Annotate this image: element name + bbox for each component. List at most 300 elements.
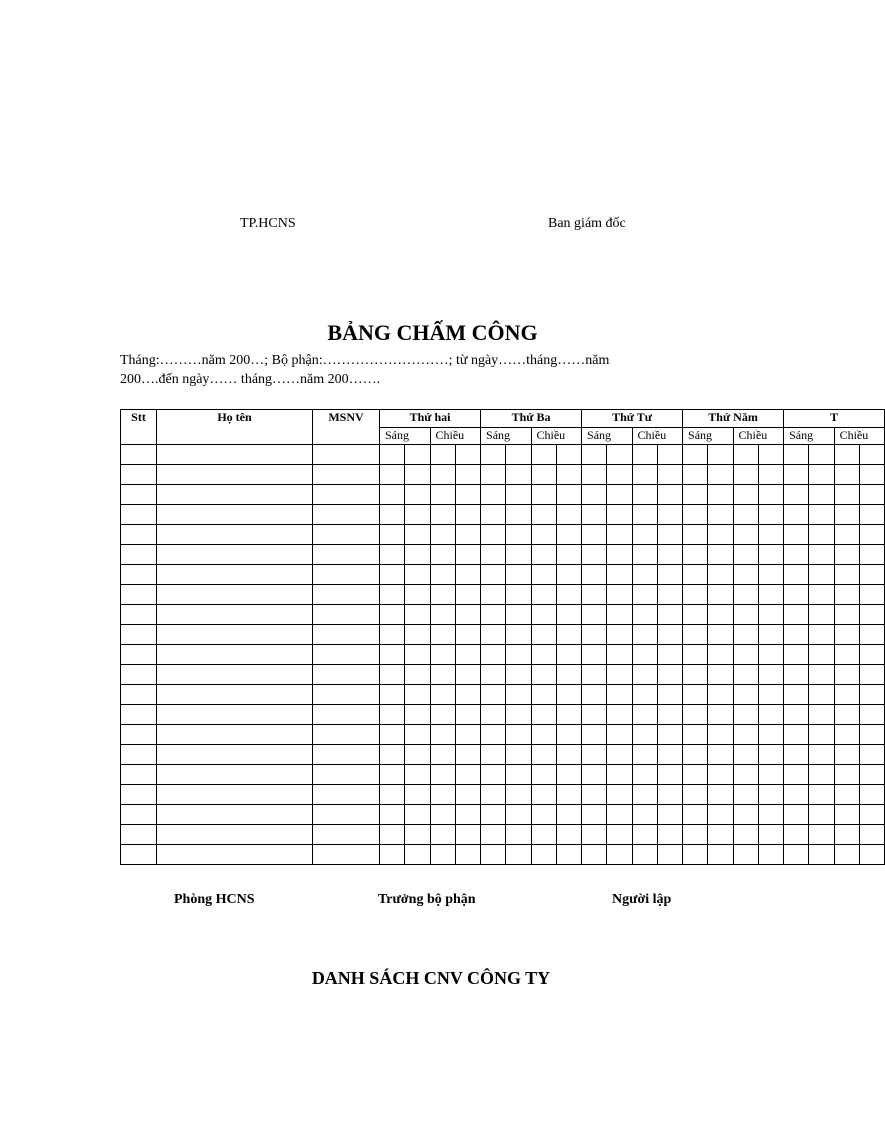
table-cell[interactable] (556, 785, 581, 805)
table-cell[interactable] (506, 645, 531, 665)
table-cell[interactable] (506, 545, 531, 565)
table-cell[interactable] (405, 785, 430, 805)
table-cell[interactable] (809, 785, 834, 805)
table-cell[interactable] (556, 505, 581, 525)
table-cell[interactable] (380, 705, 405, 725)
table-cell[interactable] (708, 805, 733, 825)
table-cell[interactable] (733, 685, 758, 705)
table-cell[interactable] (632, 665, 657, 685)
table-cell[interactable] (506, 525, 531, 545)
table-cell[interactable] (859, 785, 884, 805)
table-cell[interactable] (834, 565, 859, 585)
table-cell[interactable] (380, 525, 405, 545)
table-cell[interactable] (157, 645, 313, 665)
table-cell[interactable] (809, 745, 834, 765)
table-cell[interactable] (506, 705, 531, 725)
table-cell[interactable] (531, 805, 556, 825)
table-cell[interactable] (405, 845, 430, 865)
table-cell[interactable] (121, 585, 157, 605)
table-cell[interactable] (809, 765, 834, 785)
table-cell[interactable] (157, 725, 313, 745)
table-cell[interactable] (809, 665, 834, 685)
table-cell[interactable] (733, 645, 758, 665)
table-cell[interactable] (582, 605, 607, 625)
table-cell[interactable] (531, 845, 556, 865)
table-cell[interactable] (632, 545, 657, 565)
table-cell[interactable] (531, 565, 556, 585)
table-cell[interactable] (380, 765, 405, 785)
table-cell[interactable] (758, 725, 783, 745)
table-cell[interactable] (834, 545, 859, 565)
table-cell[interactable] (758, 625, 783, 645)
table-cell[interactable] (313, 465, 380, 485)
table-cell[interactable] (506, 685, 531, 705)
table-cell[interactable] (121, 745, 157, 765)
table-cell[interactable] (632, 605, 657, 625)
table-cell[interactable] (632, 805, 657, 825)
table-cell[interactable] (607, 665, 632, 685)
table-cell[interactable] (607, 785, 632, 805)
table-cell[interactable] (582, 565, 607, 585)
table-cell[interactable] (556, 665, 581, 685)
table-cell[interactable] (455, 805, 480, 825)
table-cell[interactable] (455, 605, 480, 625)
table-cell[interactable] (430, 545, 455, 565)
table-cell[interactable] (531, 825, 556, 845)
table-cell[interactable] (758, 825, 783, 845)
table-cell[interactable] (430, 525, 455, 545)
table-cell[interactable] (380, 585, 405, 605)
table-cell[interactable] (313, 685, 380, 705)
table-cell[interactable] (708, 585, 733, 605)
table-cell[interactable] (758, 585, 783, 605)
table-cell[interactable] (380, 805, 405, 825)
table-cell[interactable] (607, 545, 632, 565)
table-cell[interactable] (607, 845, 632, 865)
table-cell[interactable] (859, 505, 884, 525)
table-cell[interactable] (708, 725, 733, 745)
table-cell[interactable] (708, 445, 733, 465)
table-cell[interactable] (809, 485, 834, 505)
table-cell[interactable] (313, 645, 380, 665)
table-cell[interactable] (313, 745, 380, 765)
table-cell[interactable] (582, 485, 607, 505)
table-cell[interactable] (657, 825, 682, 845)
table-cell[interactable] (157, 805, 313, 825)
table-cell[interactable] (531, 525, 556, 545)
table-cell[interactable] (430, 845, 455, 865)
table-cell[interactable] (405, 665, 430, 685)
table-cell[interactable] (481, 505, 506, 525)
table-cell[interactable] (481, 685, 506, 705)
table-cell[interactable] (157, 565, 313, 585)
table-cell[interactable] (481, 565, 506, 585)
table-cell[interactable] (784, 785, 809, 805)
table-cell[interactable] (455, 465, 480, 485)
table-cell[interactable] (556, 545, 581, 565)
table-cell[interactable] (430, 765, 455, 785)
table-cell[interactable] (556, 585, 581, 605)
table-cell[interactable] (784, 525, 809, 545)
table-cell[interactable] (733, 505, 758, 525)
table-cell[interactable] (834, 605, 859, 625)
table-cell[interactable] (607, 565, 632, 585)
table-cell[interactable] (313, 785, 380, 805)
table-cell[interactable] (556, 805, 581, 825)
table-cell[interactable] (582, 745, 607, 765)
table-cell[interactable] (582, 585, 607, 605)
table-cell[interactable] (632, 825, 657, 845)
table-cell[interactable] (784, 485, 809, 505)
table-cell[interactable] (582, 705, 607, 725)
table-cell[interactable] (607, 445, 632, 465)
table-cell[interactable] (506, 825, 531, 845)
table-cell[interactable] (313, 585, 380, 605)
table-cell[interactable] (531, 545, 556, 565)
table-cell[interactable] (834, 465, 859, 485)
table-cell[interactable] (157, 705, 313, 725)
table-cell[interactable] (506, 805, 531, 825)
table-cell[interactable] (632, 845, 657, 865)
table-cell[interactable] (455, 745, 480, 765)
table-cell[interactable] (809, 445, 834, 465)
table-cell[interactable] (531, 725, 556, 745)
table-cell[interactable] (834, 705, 859, 725)
table-cell[interactable] (708, 645, 733, 665)
table-cell[interactable] (506, 785, 531, 805)
table-cell[interactable] (784, 825, 809, 845)
table-cell[interactable] (683, 525, 708, 545)
table-cell[interactable] (733, 445, 758, 465)
table-cell[interactable] (708, 605, 733, 625)
table-cell[interactable] (157, 505, 313, 525)
table-cell[interactable] (121, 725, 157, 745)
table-cell[interactable] (455, 565, 480, 585)
table-cell[interactable] (556, 565, 581, 585)
table-cell[interactable] (430, 465, 455, 485)
table-cell[interactable] (121, 445, 157, 465)
table-cell[interactable] (506, 465, 531, 485)
table-cell[interactable] (758, 845, 783, 865)
table-cell[interactable] (405, 605, 430, 625)
table-cell[interactable] (834, 505, 859, 525)
table-cell[interactable] (784, 545, 809, 565)
table-cell[interactable] (809, 725, 834, 745)
table-cell[interactable] (531, 705, 556, 725)
table-cell[interactable] (455, 665, 480, 685)
table-cell[interactable] (405, 805, 430, 825)
table-cell[interactable] (834, 725, 859, 745)
table-cell[interactable] (784, 845, 809, 865)
table-cell[interactable] (733, 825, 758, 845)
table-cell[interactable] (531, 585, 556, 605)
table-cell[interactable] (708, 485, 733, 505)
table-cell[interactable] (313, 445, 380, 465)
table-cell[interactable] (657, 565, 682, 585)
table-cell[interactable] (632, 525, 657, 545)
table-cell[interactable] (481, 585, 506, 605)
table-cell[interactable] (758, 465, 783, 485)
table-cell[interactable] (430, 785, 455, 805)
table-cell[interactable] (380, 665, 405, 685)
table-cell[interactable] (481, 745, 506, 765)
table-cell[interactable] (121, 785, 157, 805)
table-cell[interactable] (683, 725, 708, 745)
table-cell[interactable] (481, 545, 506, 565)
table-cell[interactable] (582, 785, 607, 805)
table-cell[interactable] (834, 665, 859, 685)
table-cell[interactable] (809, 565, 834, 585)
table-cell[interactable] (430, 485, 455, 505)
table-cell[interactable] (834, 645, 859, 665)
table-cell[interactable] (121, 545, 157, 565)
table-cell[interactable] (607, 645, 632, 665)
table-cell[interactable] (834, 585, 859, 605)
table-cell[interactable] (758, 785, 783, 805)
table-cell[interactable] (834, 785, 859, 805)
table-cell[interactable] (582, 665, 607, 685)
table-cell[interactable] (683, 645, 708, 665)
table-cell[interactable] (733, 625, 758, 645)
table-cell[interactable] (784, 585, 809, 605)
table-cell[interactable] (657, 505, 682, 525)
table-cell[interactable] (157, 485, 313, 505)
table-cell[interactable] (556, 625, 581, 645)
table-cell[interactable] (834, 845, 859, 865)
table-cell[interactable] (506, 485, 531, 505)
table-cell[interactable] (121, 705, 157, 725)
table-cell[interactable] (556, 825, 581, 845)
table-cell[interactable] (455, 625, 480, 645)
table-cell[interactable] (380, 465, 405, 485)
table-cell[interactable] (582, 545, 607, 565)
table-cell[interactable] (632, 505, 657, 525)
table-cell[interactable] (632, 465, 657, 485)
table-cell[interactable] (708, 525, 733, 545)
table-cell[interactable] (313, 605, 380, 625)
table-cell[interactable] (758, 685, 783, 705)
table-cell[interactable] (733, 665, 758, 685)
table-cell[interactable] (784, 565, 809, 585)
table-cell[interactable] (733, 565, 758, 585)
table-cell[interactable] (657, 665, 682, 685)
table-cell[interactable] (481, 465, 506, 485)
table-cell[interactable] (506, 605, 531, 625)
table-cell[interactable] (657, 685, 682, 705)
table-cell[interactable] (632, 585, 657, 605)
table-cell[interactable] (380, 845, 405, 865)
table-cell[interactable] (683, 845, 708, 865)
table-cell[interactable] (380, 825, 405, 845)
table-cell[interactable] (708, 465, 733, 485)
table-cell[interactable] (733, 705, 758, 725)
table-cell[interactable] (556, 745, 581, 765)
table-cell[interactable] (657, 605, 682, 625)
table-cell[interactable] (481, 525, 506, 545)
table-cell[interactable] (607, 725, 632, 745)
table-cell[interactable] (607, 705, 632, 725)
table-cell[interactable] (481, 445, 506, 465)
table-cell[interactable] (809, 505, 834, 525)
table-cell[interactable] (405, 745, 430, 765)
table-cell[interactable] (506, 845, 531, 865)
table-cell[interactable] (380, 645, 405, 665)
table-cell[interactable] (784, 745, 809, 765)
table-cell[interactable] (859, 625, 884, 645)
table-cell[interactable] (121, 845, 157, 865)
table-cell[interactable] (380, 685, 405, 705)
table-cell[interactable] (657, 805, 682, 825)
table-cell[interactable] (430, 665, 455, 685)
table-cell[interactable] (121, 465, 157, 485)
table-cell[interactable] (157, 605, 313, 625)
table-cell[interactable] (506, 745, 531, 765)
table-cell[interactable] (607, 745, 632, 765)
table-cell[interactable] (784, 765, 809, 785)
table-cell[interactable] (708, 745, 733, 765)
table-cell[interactable] (313, 845, 380, 865)
table-cell[interactable] (632, 765, 657, 785)
table-cell[interactable] (531, 445, 556, 465)
table-cell[interactable] (683, 685, 708, 705)
table-cell[interactable] (455, 845, 480, 865)
table-cell[interactable] (455, 685, 480, 705)
table-cell[interactable] (683, 545, 708, 565)
table-cell[interactable] (121, 765, 157, 785)
table-cell[interactable] (556, 845, 581, 865)
table-cell[interactable] (313, 765, 380, 785)
table-cell[interactable] (430, 505, 455, 525)
table-cell[interactable] (859, 645, 884, 665)
table-cell[interactable] (758, 505, 783, 525)
table-cell[interactable] (758, 525, 783, 545)
table-cell[interactable] (556, 645, 581, 665)
table-cell[interactable] (582, 505, 607, 525)
table-cell[interactable] (531, 685, 556, 705)
table-cell[interactable] (758, 765, 783, 785)
table-cell[interactable] (607, 525, 632, 545)
table-cell[interactable] (632, 785, 657, 805)
table-cell[interactable] (121, 805, 157, 825)
table-cell[interactable] (859, 565, 884, 585)
table-cell[interactable] (859, 605, 884, 625)
table-cell[interactable] (556, 605, 581, 625)
table-cell[interactable] (758, 645, 783, 665)
table-cell[interactable] (784, 665, 809, 685)
table-cell[interactable] (809, 645, 834, 665)
table-cell[interactable] (657, 645, 682, 665)
table-cell[interactable] (531, 645, 556, 665)
table-cell[interactable] (157, 665, 313, 685)
table-cell[interactable] (859, 525, 884, 545)
table-cell[interactable] (632, 705, 657, 725)
table-cell[interactable] (157, 465, 313, 485)
table-cell[interactable] (607, 765, 632, 785)
table-cell[interactable] (657, 765, 682, 785)
table-cell[interactable] (758, 745, 783, 765)
table-cell[interactable] (313, 805, 380, 825)
table-cell[interactable] (859, 805, 884, 825)
table-cell[interactable] (157, 545, 313, 565)
table-cell[interactable] (683, 745, 708, 765)
table-cell[interactable] (733, 485, 758, 505)
table-cell[interactable] (313, 525, 380, 545)
table-cell[interactable] (607, 585, 632, 605)
table-cell[interactable] (582, 625, 607, 645)
table-cell[interactable] (683, 785, 708, 805)
table-cell[interactable] (859, 825, 884, 845)
table-cell[interactable] (506, 725, 531, 745)
table-cell[interactable] (531, 765, 556, 785)
table-cell[interactable] (657, 525, 682, 545)
table-cell[interactable] (380, 565, 405, 585)
table-cell[interactable] (683, 465, 708, 485)
table-cell[interactable] (506, 625, 531, 645)
table-cell[interactable] (121, 665, 157, 685)
table-cell[interactable] (657, 705, 682, 725)
table-cell[interactable] (632, 725, 657, 745)
table-cell[interactable] (405, 705, 430, 725)
table-cell[interactable] (809, 805, 834, 825)
table-cell[interactable] (455, 445, 480, 465)
table-cell[interactable] (481, 605, 506, 625)
table-cell[interactable] (455, 825, 480, 845)
table-cell[interactable] (733, 805, 758, 825)
table-cell[interactable] (582, 685, 607, 705)
table-cell[interactable] (657, 725, 682, 745)
table-cell[interactable] (481, 665, 506, 685)
table-cell[interactable] (380, 445, 405, 465)
table-cell[interactable] (121, 625, 157, 645)
table-cell[interactable] (506, 765, 531, 785)
table-cell[interactable] (708, 665, 733, 685)
table-cell[interactable] (430, 705, 455, 725)
table-cell[interactable] (683, 445, 708, 465)
table-cell[interactable] (121, 605, 157, 625)
table-cell[interactable] (531, 605, 556, 625)
table-cell[interactable] (380, 745, 405, 765)
table-cell[interactable] (708, 765, 733, 785)
table-cell[interactable] (455, 525, 480, 545)
table-cell[interactable] (834, 745, 859, 765)
table-cell[interactable] (784, 445, 809, 465)
table-cell[interactable] (430, 585, 455, 605)
table-cell[interactable] (313, 725, 380, 745)
table-cell[interactable] (582, 465, 607, 485)
table-cell[interactable] (834, 445, 859, 465)
table-cell[interactable] (784, 805, 809, 825)
table-cell[interactable] (784, 465, 809, 485)
table-cell[interactable] (157, 525, 313, 545)
table-cell[interactable] (657, 445, 682, 465)
table-cell[interactable] (607, 625, 632, 645)
table-cell[interactable] (683, 805, 708, 825)
table-cell[interactable] (380, 725, 405, 745)
table-cell[interactable] (784, 705, 809, 725)
table-cell[interactable] (405, 465, 430, 485)
table-cell[interactable] (632, 625, 657, 645)
table-cell[interactable] (784, 725, 809, 745)
table-cell[interactable] (733, 465, 758, 485)
table-cell[interactable] (809, 545, 834, 565)
table-cell[interactable] (758, 445, 783, 465)
table-cell[interactable] (859, 485, 884, 505)
table-cell[interactable] (556, 725, 581, 745)
table-cell[interactable] (809, 465, 834, 485)
table-cell[interactable] (607, 605, 632, 625)
table-cell[interactable] (683, 625, 708, 645)
table-cell[interactable] (380, 625, 405, 645)
